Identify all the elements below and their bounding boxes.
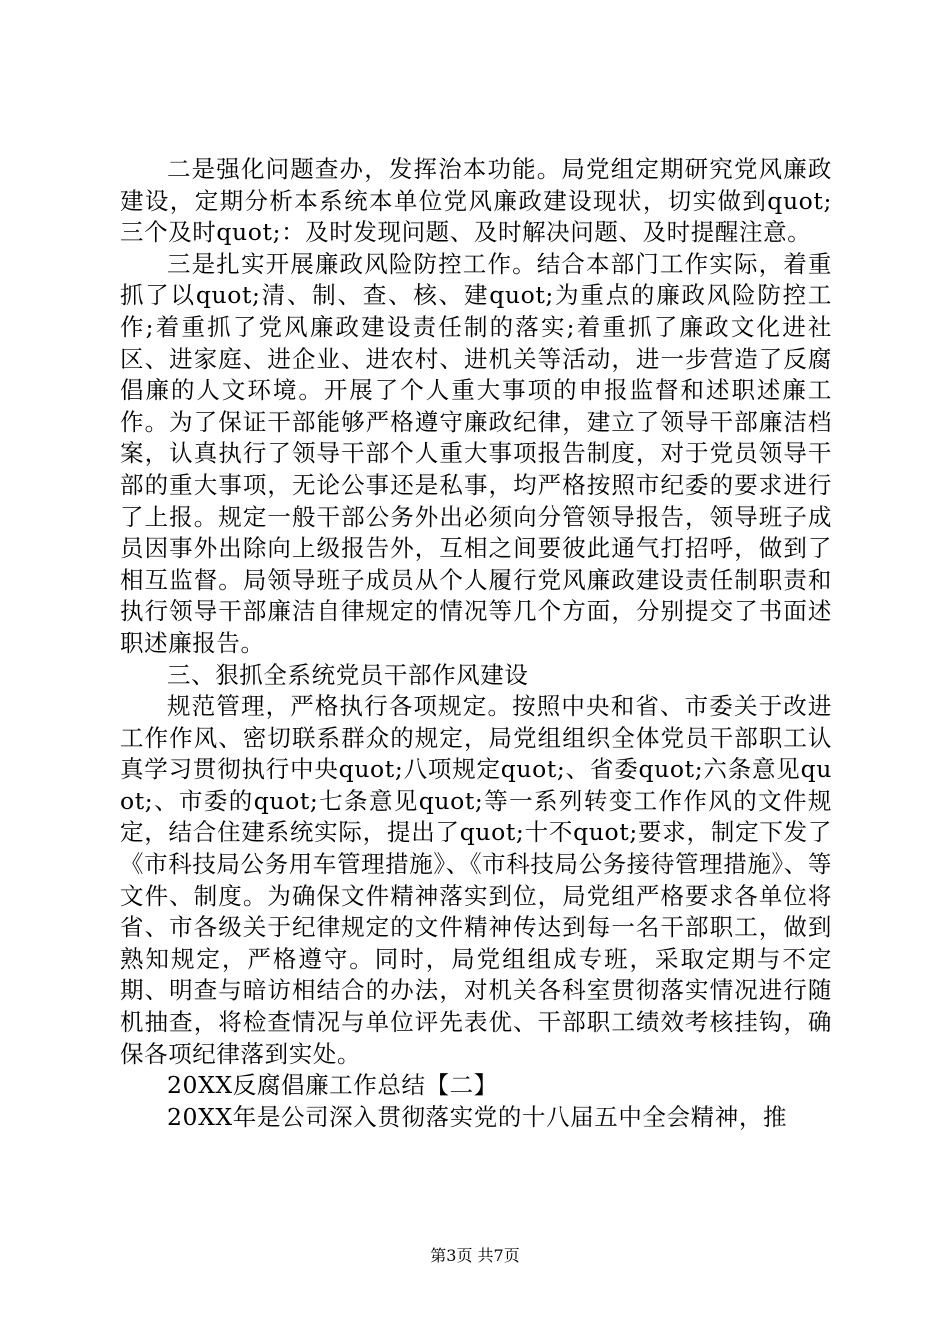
paragraph-strengthen-investigation: 二是强化问题查办，发挥治本功能。局党组定期研究党风廉政建设，定期分析本系统本单位党风廉政建设现状，切实做到quot;三个及时quot;：及时发现问题、及时解决问题、及时提醒注意。 [120, 155, 832, 247]
section-heading-summary-two: 20XX反腐倡廉工作总结【二】 [167, 1071, 498, 1100]
page-footer: 第3页 共7页 [430, 1246, 520, 1265]
paragraph-standard-management: 规范管理，严格执行各项规定。按照中央和省、市委关于改进工作作风、密切联系群众的规定，局党组组织全体党员干部职工认真学习贯彻执行中央quot;八项规定quot;、省委quot;六条意见quot;、市委的quot;七条意见quot;等一系列转变工作作风的文件规定，结合住建系统实际，提出了quot;十不quot;要求，制定下发了《市科技局公务用车管理措施》、《市科技局公务接待管理措施》、等文件、制度。为确保文件精神落实到位，局党组严格要求各单位将省、市各级关于纪律规定的文件精神传达到每一名干部职工，做到熟知规定，严格遵守。同时，局党组组成专班，采取定期与不定期、明查与暗访相结合的办法，对机关各科室贯彻落实情况进行随机抽查，将检查情况与单位评先表优、干部职工绩效考核挂钩，确保各项纪律落到实处。 [120, 692, 832, 1068]
paragraph-company-intro: 20XX年是公司深入贯彻落实党的十八届五中全会精神，推 [167, 1102, 788, 1131]
paragraph-risk-control: 三是扎实开展廉政风险防控工作。结合本部门工作实际，着重抓了以quot;清、制、查、核、建quot;为重点的廉政风险防控工作;着重抓了党风廉政建设责任制的落实;着重抓了廉政文化进社区、进家庭、进企业、进农村、进机关等活动，进一步营造了反腐倡廉的人文环境。开展了个人重大事项的申报监督和述职述廉工作。为了保证干部能够严格遵守廉政纪律，建立了领导干部廉洁档案，认真执行了领导干部个人重大事项报告制度，对于党员领导干部的重大事项，无论公事还是私事，均严格按照市纪委的要求进行了上报。规定一般干部公务外出必须向分管领导报告，领导班子成员因事外出除向上级报告外，互相之间要彼此通气打招呼，做到了相互监督。局领导班子成员从个人履行党风廉政建设责任制职责和执行领导干部廉洁自律规定的情况等几个方面，分别提交了书面述职述廉报告。 [120, 249, 832, 657]
document-body [120, 154, 832, 1133]
section-heading-work-style: 三、狠抓全系统党员干部作风建设 [167, 660, 529, 689]
